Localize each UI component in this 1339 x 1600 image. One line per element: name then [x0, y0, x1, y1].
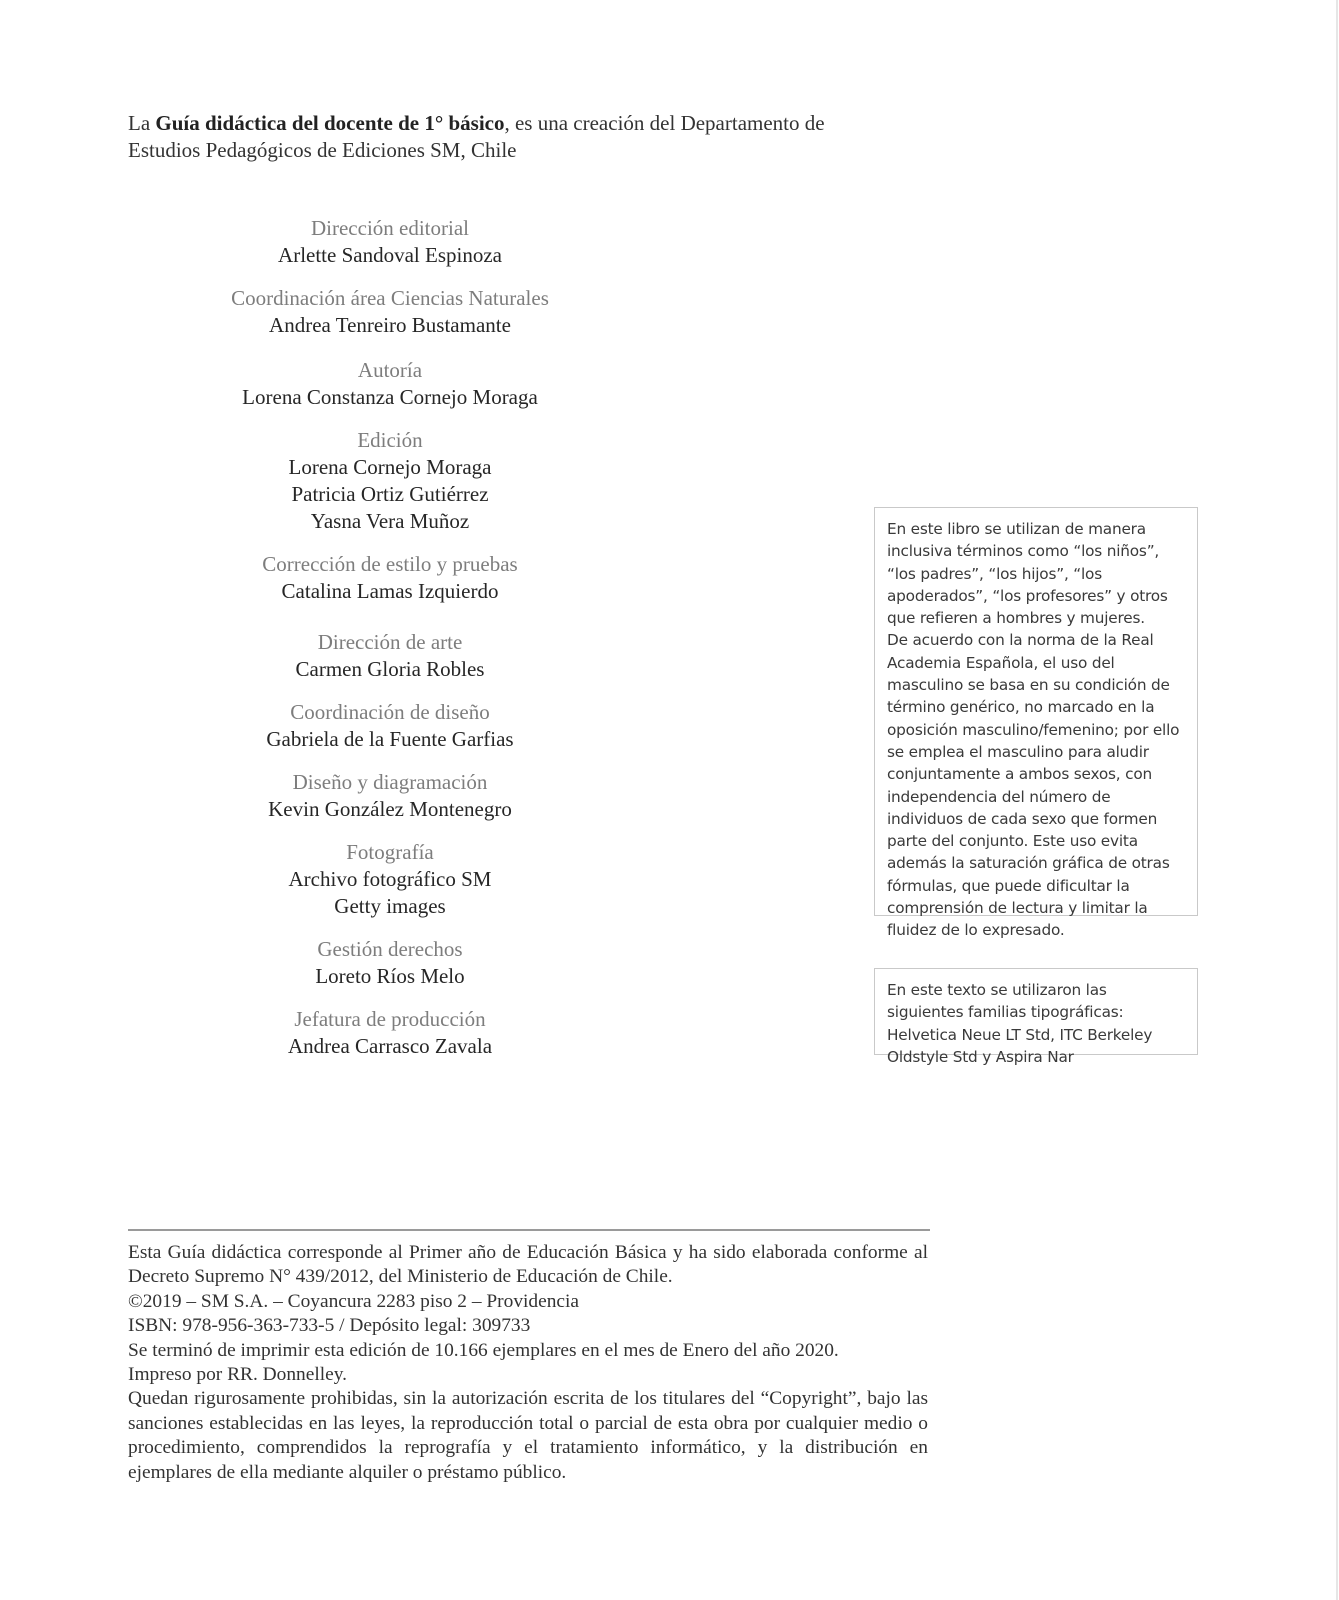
credit-group — [130, 215, 650, 269]
credit-name: Lorena Constanza Cornejo Moraga — [242, 385, 538, 409]
typography-text: En este texto se utilizaron las siguientes familias tipográficas: Helvetica Neue LT Std, ITC Berkeley Oldstyle Std y Aspira Nar — [887, 981, 1153, 1066]
credit-role: Edición — [357, 428, 423, 452]
credit-role: Gestión derechos — [317, 937, 463, 961]
credits-list — [130, 199, 650, 1060]
notice-paragraph: De acuerdo con la norma de la Real Academia Española, el uso del masculino se basa en su condición de término genérico, no marcado en la oposición masculino/femenino; por ello se emplea el masculino para aludir conjuntamente a ambos sexos, con independencia del número de individuos de cada sexo que formen parte del conjunto. Este uso evita además la saturación gráfica de otras fórmulas, que puede dificultar la comprensión de lectura y limitar la fluidez de lo expresado. — [887, 631, 1180, 940]
credit-group — [130, 769, 650, 823]
credit-name: Arlette Sandoval Espinoza — [278, 243, 502, 267]
credit-role: Diseño y diagramación — [292, 770, 488, 794]
footer-printing: Se terminó de imprimir esta edición de 10.166 ejemplares en el mes de Enero del año 2020. — [128, 1339, 839, 1361]
credit-role: Coordinación de diseño — [290, 700, 490, 724]
intro-paragraph — [128, 110, 888, 164]
credit-name: Archivo fotográfico SM — [288, 867, 492, 891]
credit-role: Dirección de arte — [317, 630, 463, 654]
credit-role: Autoría — [357, 358, 423, 382]
credit-role: Corrección de estilo y pruebas — [262, 552, 518, 576]
footer-copyright: ©2019 – SM S.A. – Coyancura 2283 piso 2 – Providencia — [128, 1290, 579, 1312]
intro-prefix: La — [128, 111, 156, 135]
credit-group — [130, 357, 650, 411]
credit-name: Carmen Gloria Robles — [295, 657, 485, 681]
footer-rights: Quedan rigurosamente prohibidas, sin la autorización escrita de los titulares del “Copyright”, bajo las sanciones establecidas en las leyes, la reproducción total o parcial de esta obra por cualquier medio o procedimiento, comprendidos la reprografía y el tratamiento informático, y la distribución en ejemplares de ella mediante alquiler o préstamo público. — [128, 1388, 928, 1483]
credit-name: Andrea Carrasco Zavala — [287, 1034, 493, 1058]
credit-name: Loreto Ríos Melo — [315, 964, 465, 988]
credit-name: Gabriela de la Fuente Garfias — [266, 727, 514, 751]
notice-paragraph: En este libro se utilizan de manera inclusiva términos como “los niños”, “los padres”, “los hijos”, “los apoderados”, “los profesores” y otros que refieren a hombres y mujeres. — [887, 520, 1168, 628]
inclusive-language-text — [887, 518, 1186, 942]
credit-name: Patricia Ortiz Gutiérrez — [291, 482, 489, 506]
credit-group — [130, 551, 650, 605]
credit-group — [130, 285, 650, 339]
credit-group — [130, 629, 650, 683]
footer-printer: Impreso por RR. Donnelley. — [128, 1364, 348, 1386]
credit-group — [130, 839, 650, 920]
credit-group — [130, 936, 650, 990]
legal-footer — [128, 1241, 928, 1485]
credit-role: Coordinación área Ciencias Naturales — [231, 286, 549, 310]
credit-group — [130, 427, 650, 535]
inclusive-language-notice — [874, 507, 1198, 940]
intro-suffix: , es una creación del Departamento de Estudios Pedagógicos de Ediciones SM, Chile — [128, 111, 825, 162]
credit-name: Catalina Lamas Izquierdo — [281, 579, 499, 603]
credit-group — [130, 1006, 650, 1060]
credit-name: Getty images — [334, 894, 446, 918]
footer-divider — [128, 1229, 930, 1231]
typography-notice — [874, 968, 1198, 1066]
footer-decree: Esta Guía didáctica corresponde al Primer año de Educación Básica y ha sido elaborada conforme al Decreto Supremo N° 439/2012, del Ministerio de Educación de Chile. — [128, 1242, 928, 1288]
credit-name: Andrea Tenreiro Bustamante — [269, 313, 511, 337]
credit-role: Dirección editorial — [310, 216, 469, 240]
credit-name: Yasna Vera Muñoz — [310, 509, 470, 533]
page-edge-rule — [1336, 0, 1338, 1600]
footer-isbn: ISBN: 978-956-363-733-5 / Depósito legal: 309733 — [128, 1315, 531, 1337]
credit-group — [130, 699, 650, 753]
credit-role: Jefatura de producción — [294, 1007, 486, 1031]
credit-role: Fotografía — [346, 840, 434, 864]
credit-name: Kevin González Montenegro — [268, 797, 512, 821]
credit-name: Lorena Cornejo Moraga — [288, 455, 492, 479]
intro-book-title: Guía didáctica del docente de 1° básico — [155, 111, 505, 135]
